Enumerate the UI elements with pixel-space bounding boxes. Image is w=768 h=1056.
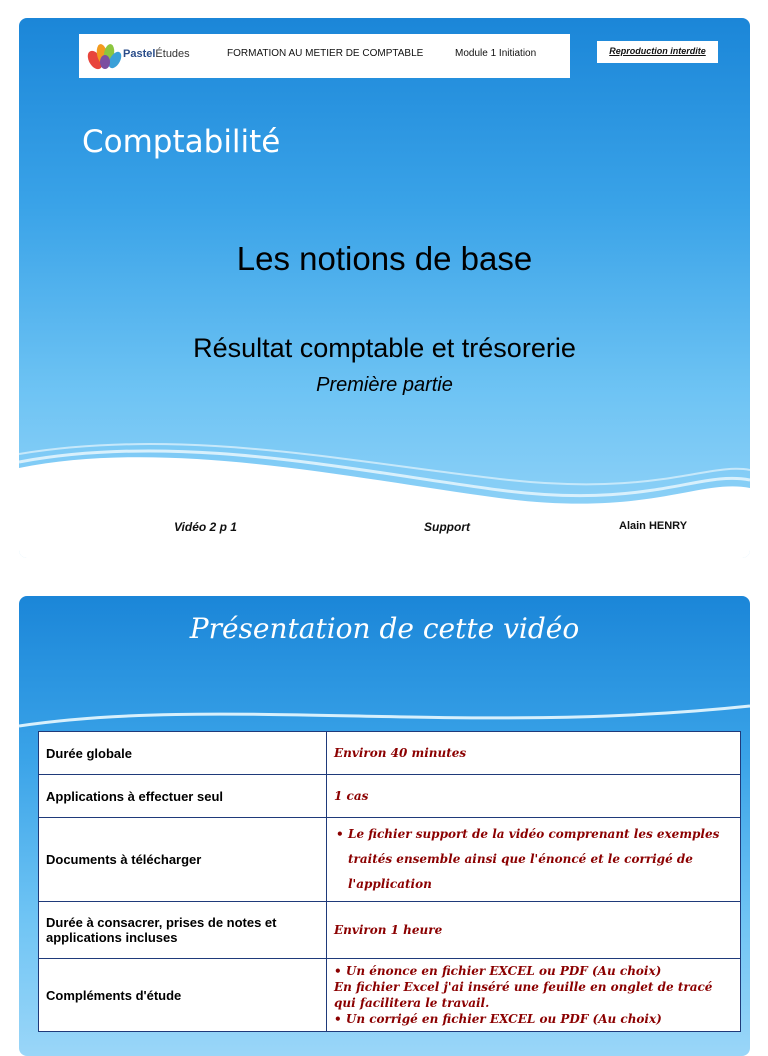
row-value [327,959,741,1032]
row-value [327,818,741,902]
table-row [39,902,741,959]
pastel-logo-icon [85,40,125,72]
row-value: Environ 40 minutes [327,732,741,775]
slide2-title: Présentation de cette vidéo [189,612,580,645]
footer-video: Vidéo 2 p 1 [174,520,237,534]
slide-title: Comptabilité [82,124,281,160]
complement-line: • Un énonce en fichier EXCEL ou PDF (Au choix) [334,964,662,978]
slide-subtitle: Les notions de base [236,240,533,277]
complement-line: • Un corrigé en fichier EXCEL ou PDF (Au choix) [334,1012,662,1026]
logo-text: PastelÉtudes [123,48,190,60]
slide-heading: Résultat comptable et trésorerie [193,333,576,363]
table-row [39,732,741,775]
row-label: Documents à télécharger [39,818,327,902]
table-row [39,959,741,1032]
decorative-wave [19,418,750,558]
slide-part: Première partie [316,374,453,396]
complement-line: En fichier Excel j'ai inséré une feuille en onglet de tracé qui facilitera le travail. [334,980,713,1010]
header-bar [79,34,570,78]
table-row [39,775,741,818]
row-value: Environ 1 heure [327,902,741,959]
row-label: Durée à consacrer, prises de notes et applications incluses [39,902,327,959]
footer-support: Support [424,520,470,534]
row-label: Applications à effectuer seul [39,775,327,818]
reproduction-notice [597,41,718,63]
info-table [38,731,741,1032]
title-slide [19,18,750,558]
presentation-slide [19,596,750,1056]
footer-author: Alain HENRY [619,520,688,532]
table-row [39,818,741,902]
formation-label: FORMATION AU METIER DE COMPTABLE [227,48,424,59]
row-label: Durée globale [39,732,327,775]
module-label: Module 1 Initiation [455,48,537,59]
bullet-item: • Le fichier support de la vidéo comprenant les exemples traités ensemble ainsi que l'énoncé et le corrigé de l'application [348,822,733,897]
reproduction-text: Reproduction interdite [609,46,706,56]
row-value: 1 cas [327,775,741,818]
row-label: Compléments d'étude [39,959,327,1032]
